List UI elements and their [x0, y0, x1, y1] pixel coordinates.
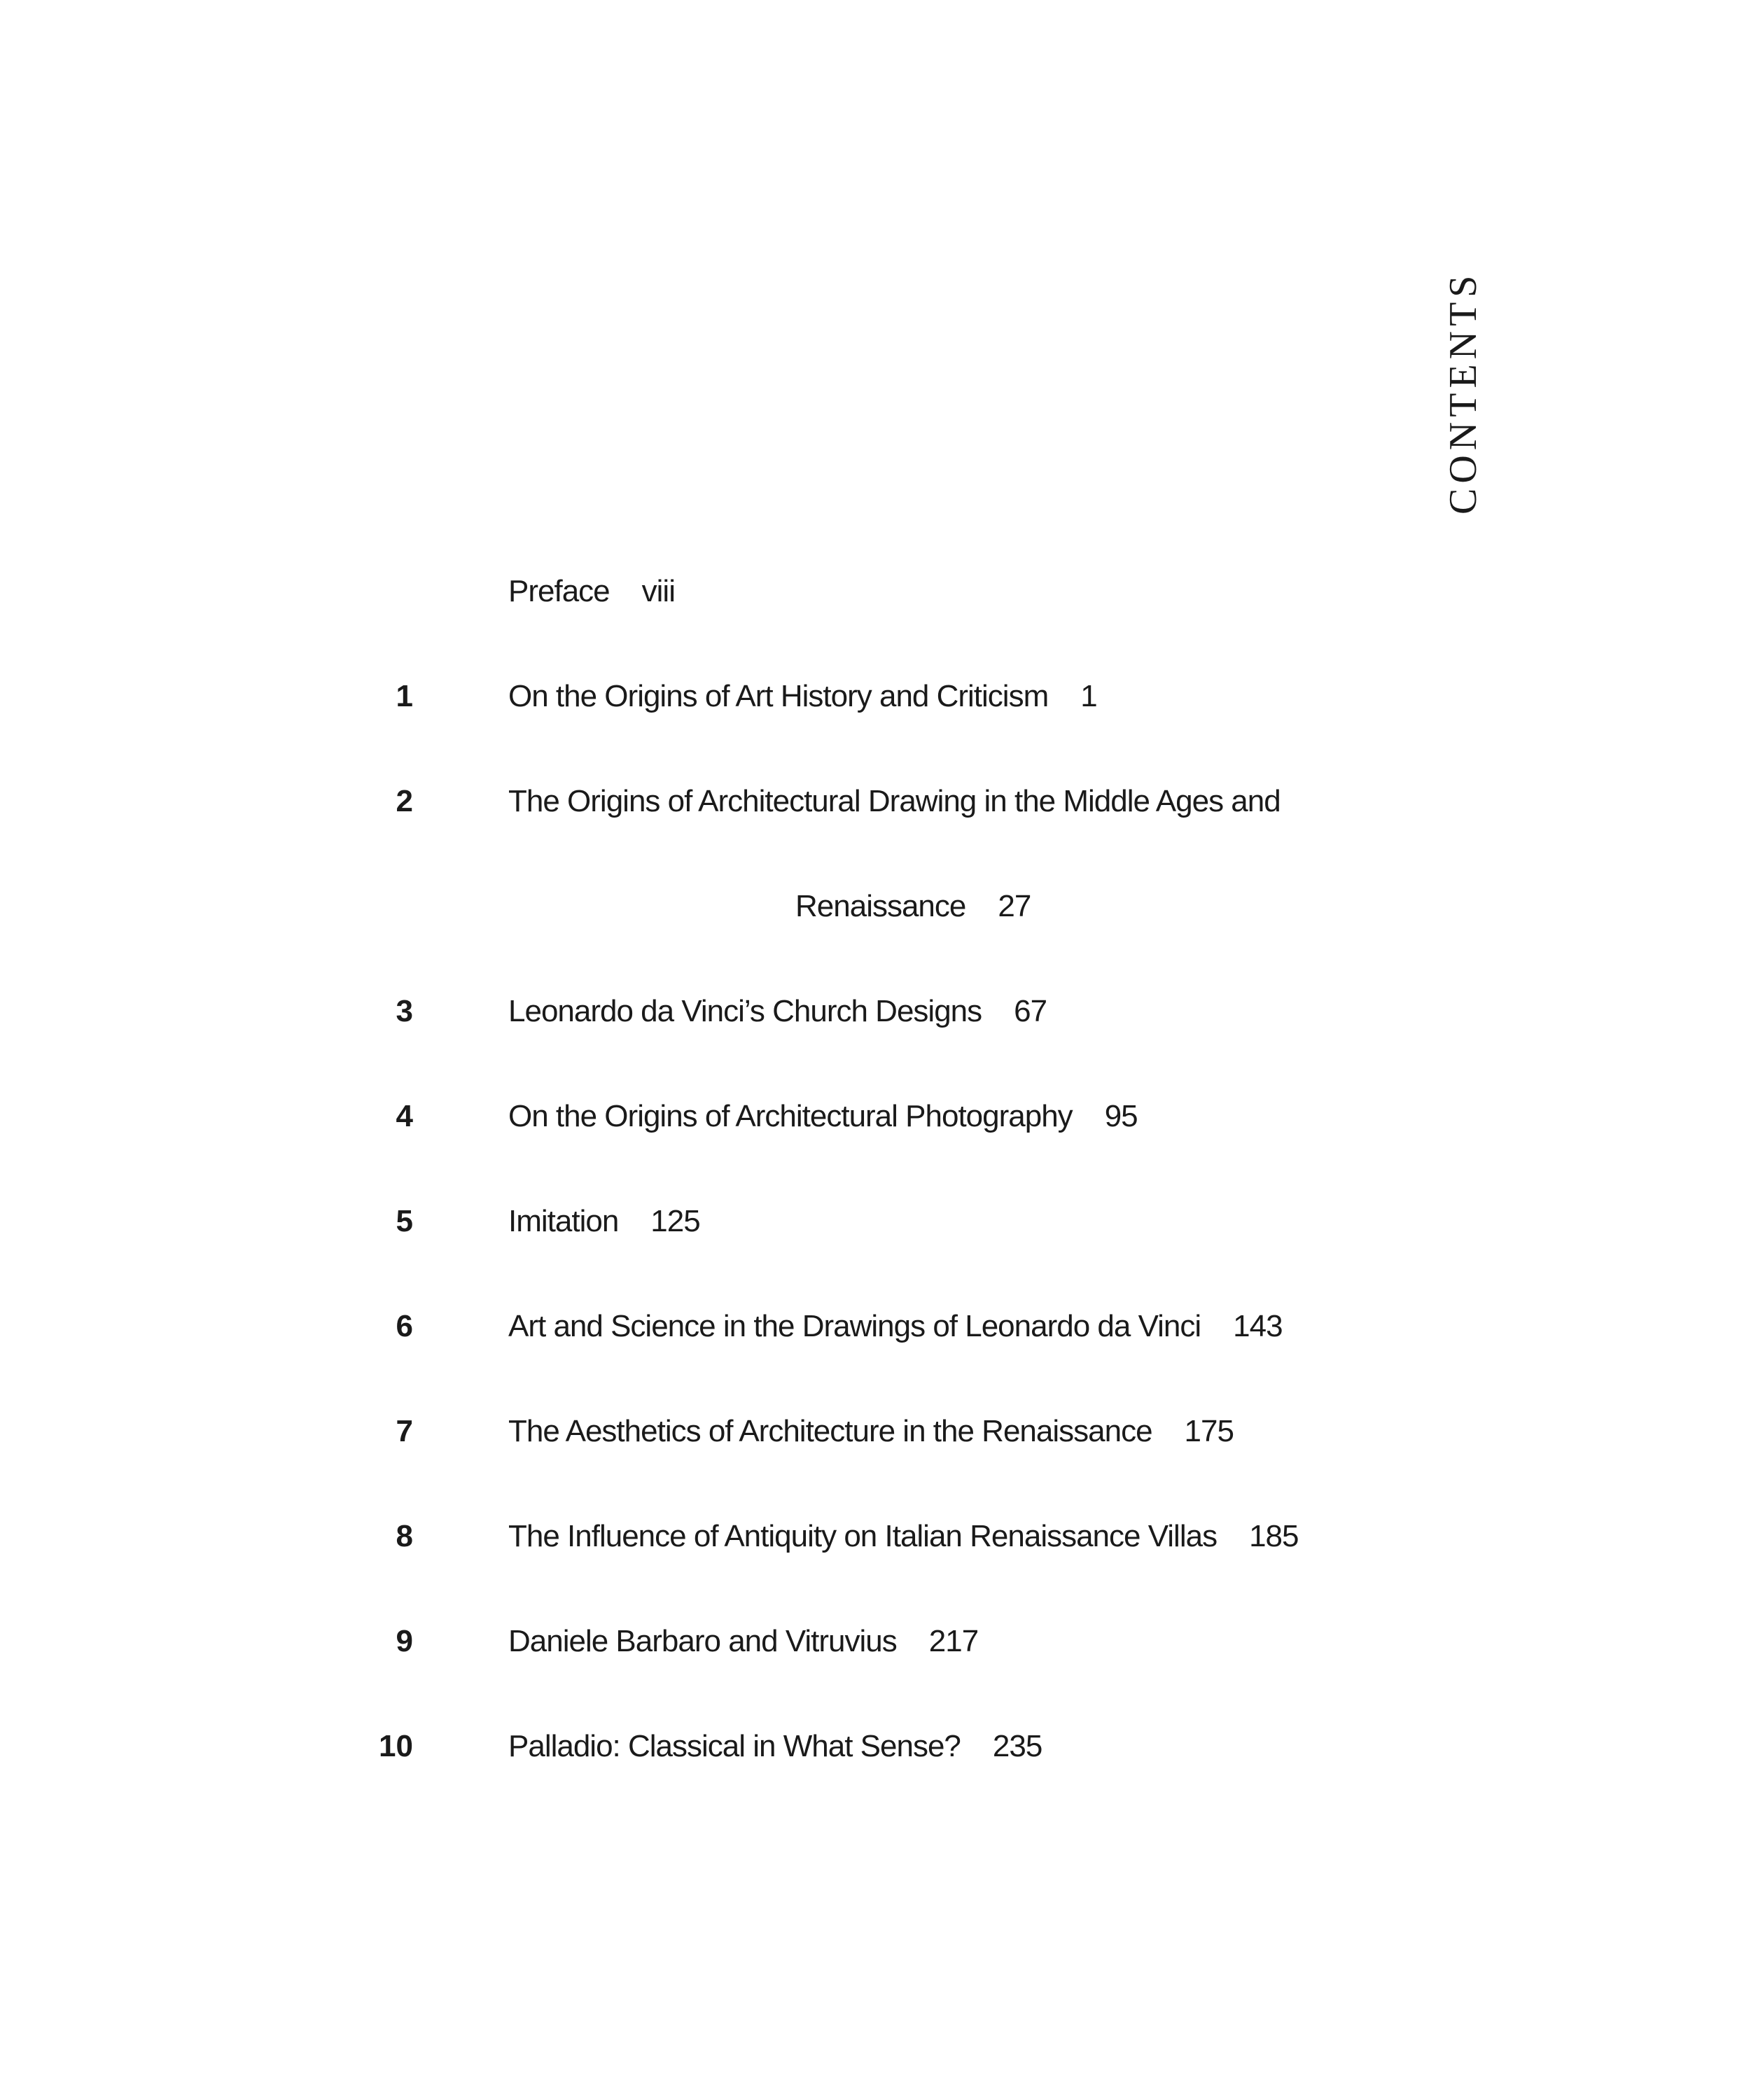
toc-title: [795, 886, 1031, 927]
toc-page-number: 67: [1014, 994, 1047, 1028]
chapter-title-continuation: Renaissance: [795, 889, 966, 923]
preface-label: Preface: [508, 574, 610, 608]
chapter-number: 6: [396, 1309, 413, 1343]
toc-page-number: viii: [641, 574, 675, 608]
toc-page-number: 217: [928, 1624, 979, 1658]
chapter-title: Palladio: Classical in What Sense?: [508, 1729, 961, 1763]
chapter-title: On the Origins of Architectural Photography: [508, 1099, 1073, 1133]
toc-page-number: 95: [1104, 1099, 1138, 1133]
chapter-title: Art and Science in the Drawings of Leonardo da Vinci: [508, 1309, 1201, 1343]
toc-page-number: 143: [1233, 1309, 1283, 1343]
toc-title: [508, 1306, 1283, 1348]
toc-page-number: 175: [1184, 1414, 1234, 1448]
chapter-number: 4: [396, 1099, 413, 1133]
toc-page-number: 185: [1249, 1519, 1299, 1553]
toc-title: [508, 570, 675, 612]
chapter-title: The Influence of Antiquity on Italian Renaissance Villas: [508, 1519, 1218, 1553]
toc-page-number: 125: [650, 1204, 700, 1238]
toc-page-number: 27: [998, 889, 1031, 923]
toc-title: [508, 1410, 1234, 1452]
chapter-number: 9: [396, 1624, 413, 1658]
toc-title: [508, 990, 1047, 1032]
toc-page-number: 1: [1080, 679, 1097, 713]
toc-title: [508, 1200, 700, 1242]
chapter-title: On the Origins of Art History and Criticism: [508, 679, 1049, 713]
chapter-number: 1: [396, 679, 413, 713]
chapter-number: 2: [396, 784, 413, 818]
toc-title: [508, 1516, 1299, 1558]
chapter-number: 10: [379, 1729, 413, 1763]
chapter-title: The Aesthetics of Architecture in the Renaissance: [508, 1414, 1152, 1448]
chapter-title: The Origins of Architectural Drawing in the Middle Ages and: [508, 784, 1281, 818]
chapter-number: 5: [396, 1204, 413, 1238]
chapter-number: 8: [396, 1519, 413, 1553]
chapter-title: Daniele Barbaro and Vitruvius: [508, 1624, 897, 1658]
toc-title: [508, 1726, 1042, 1768]
toc-title: [508, 1620, 978, 1662]
chapter-title: Leonardo da Vinci’s Church Designs: [508, 994, 982, 1028]
toc-page-number: 235: [992, 1729, 1042, 1763]
chapter-number: 7: [396, 1414, 413, 1448]
chapter-number: 3: [396, 994, 413, 1028]
toc-title: [508, 676, 1097, 718]
chapter-title: Imitation: [508, 1204, 619, 1238]
toc-title: [508, 1096, 1138, 1138]
contents-heading: CONTENTS: [1442, 270, 1485, 514]
